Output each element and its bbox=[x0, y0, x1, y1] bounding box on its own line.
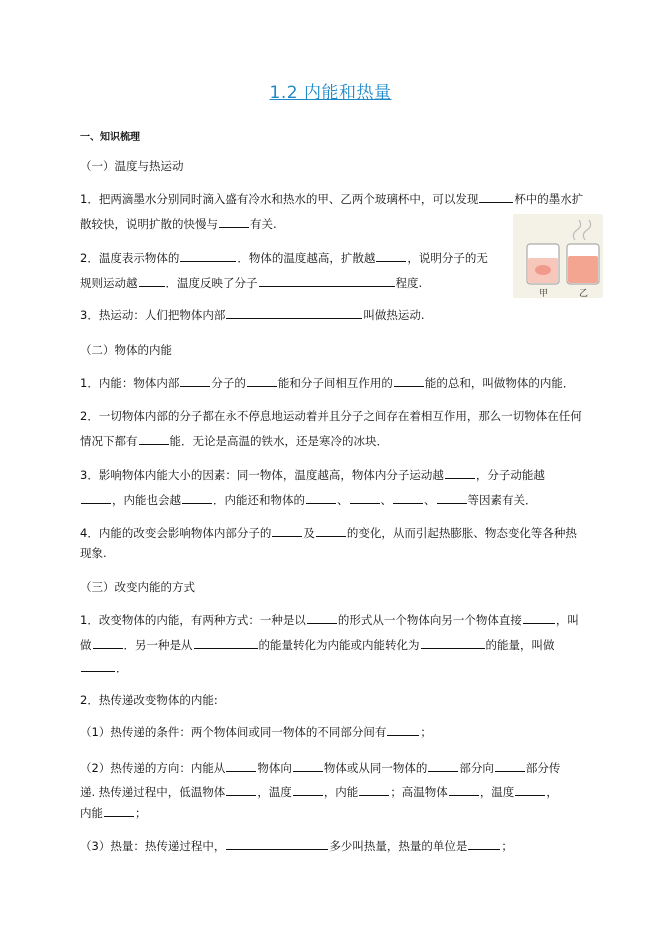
page-title: 1.2 内能和热量 bbox=[269, 83, 392, 103]
text: 的能量，叫做 bbox=[485, 638, 555, 652]
blank[interactable] bbox=[139, 433, 169, 445]
text: 2．温度表示物体的 bbox=[80, 251, 180, 265]
blank[interactable] bbox=[449, 784, 479, 796]
text: 物体或从同一物体的 bbox=[323, 761, 428, 775]
text: 1．把两滴墨水分别同时滴入盛有冷水和热水的甲、乙两个玻璃杯中，可以发现 bbox=[80, 192, 479, 206]
text: 有关. bbox=[250, 217, 277, 231]
blank[interactable] bbox=[247, 375, 277, 387]
text: （3）热量：热传递过程中， bbox=[80, 839, 226, 853]
blank[interactable] bbox=[307, 612, 337, 624]
blank[interactable] bbox=[93, 637, 123, 649]
text: 3．影响物体内能大小的因素：同一物体，温度越高，物体内分子运动越 bbox=[80, 468, 444, 482]
blank[interactable] bbox=[479, 191, 513, 203]
text: 物体向 bbox=[257, 761, 292, 775]
text: ．物体的温度越高，扩散越 bbox=[237, 251, 376, 265]
blank[interactable] bbox=[376, 250, 406, 262]
paragraph-2-2-cont bbox=[80, 433, 388, 449]
blank[interactable] bbox=[219, 216, 249, 228]
text: 杯中的墨水扩 bbox=[514, 192, 584, 206]
blank[interactable] bbox=[316, 525, 346, 537]
blank[interactable] bbox=[81, 660, 115, 672]
blank[interactable] bbox=[387, 724, 419, 736]
text: 1．内能：物体内部 bbox=[80, 376, 180, 390]
blank[interactable] bbox=[515, 784, 545, 796]
paragraph-2-1 bbox=[80, 375, 574, 391]
text: ．另一种是从 bbox=[123, 638, 193, 652]
text: 分子的 bbox=[211, 376, 246, 390]
clause-3-2-2-cont bbox=[80, 784, 558, 800]
blank[interactable] bbox=[180, 250, 236, 262]
text: ．温度反映了分子 bbox=[165, 276, 258, 290]
paragraph-2-3-cont bbox=[80, 492, 537, 508]
blank[interactable] bbox=[259, 275, 395, 287]
subsection-header-2: （二）物体的内能 bbox=[80, 343, 172, 357]
blank[interactable] bbox=[182, 492, 212, 504]
blank[interactable] bbox=[226, 307, 362, 319]
text: 现象. bbox=[80, 546, 107, 560]
text: ． bbox=[116, 661, 128, 675]
text: 能和分子间相互作用的 bbox=[277, 376, 393, 390]
section-heading: 一、知识梳理 bbox=[80, 132, 140, 143]
text: （1）热传递的条件：两个物体间或同一物体的不同部分间有 bbox=[80, 725, 387, 739]
paragraph-1-1 bbox=[80, 191, 583, 207]
paragraph-3-1 bbox=[80, 612, 579, 628]
beakers-illustration bbox=[513, 214, 603, 298]
clause-3-2-1 bbox=[80, 724, 432, 740]
beaker-figure bbox=[513, 214, 603, 298]
blank[interactable] bbox=[139, 275, 165, 287]
text: ； bbox=[420, 725, 432, 739]
paragraph-1-2 bbox=[80, 250, 488, 266]
blank[interactable] bbox=[393, 492, 423, 504]
paragraph-2-3 bbox=[80, 467, 545, 483]
text: ， bbox=[546, 785, 558, 799]
text: 做 bbox=[80, 638, 92, 652]
separator: 、 bbox=[380, 493, 392, 507]
blank[interactable] bbox=[421, 637, 485, 649]
text: 递. 热传递过程中，低温物体 bbox=[80, 785, 226, 799]
blank[interactable] bbox=[194, 637, 258, 649]
paragraph-3-1-cont bbox=[80, 637, 555, 653]
subsection-header-3: （三）改变内能的方式 bbox=[80, 580, 195, 594]
blank[interactable] bbox=[226, 784, 256, 796]
blank[interactable] bbox=[437, 492, 467, 504]
blank[interactable] bbox=[104, 805, 134, 817]
blank[interactable] bbox=[180, 375, 210, 387]
text: 情况下都有 bbox=[80, 434, 138, 448]
text: ，叫 bbox=[555, 613, 579, 627]
text: ； bbox=[135, 806, 147, 820]
blank[interactable] bbox=[495, 760, 525, 772]
text: 内能 bbox=[80, 806, 103, 820]
figure-label-jia: 甲 bbox=[539, 289, 549, 299]
text: 4．内能的改变会影响物体内部分子的 bbox=[80, 526, 272, 540]
blank[interactable] bbox=[428, 760, 458, 772]
paragraph-3-1-cont2 bbox=[80, 660, 128, 676]
paragraph-1-2-cont bbox=[80, 275, 422, 291]
separator: 、 bbox=[424, 493, 436, 507]
paragraph-1-3 bbox=[80, 307, 424, 323]
paragraph-1-1-cont bbox=[80, 216, 277, 232]
clause-3-2-2 bbox=[80, 760, 560, 776]
blank[interactable] bbox=[523, 612, 555, 624]
blank[interactable] bbox=[394, 375, 424, 387]
text: 部分向 bbox=[459, 761, 494, 775]
text: ，说明分子的无 bbox=[407, 251, 488, 265]
text: 及 bbox=[303, 526, 315, 540]
text: ，温度 bbox=[479, 785, 515, 799]
text: 部分传 bbox=[525, 761, 561, 775]
blank[interactable] bbox=[350, 492, 380, 504]
text: 规则运动越 bbox=[80, 276, 138, 290]
text: 1．改变物体的内能，有两种方式：一种是以 bbox=[80, 613, 306, 627]
text: 能．无论是高温的铁水，还是寒冷的冰块． bbox=[169, 434, 388, 448]
blank[interactable] bbox=[272, 525, 302, 537]
blank[interactable] bbox=[468, 838, 500, 850]
text: ； bbox=[501, 839, 513, 853]
text: 的能量转化为内能或内能转化为 bbox=[258, 638, 420, 652]
separator: 、 bbox=[337, 493, 349, 507]
text: 的变化，从而引起热膨胀、物态变化等各种热 bbox=[346, 526, 577, 540]
text: 多少叫热量，热量的单位是 bbox=[329, 839, 468, 853]
text: ．内能还和物体的 bbox=[213, 493, 305, 507]
blank[interactable] bbox=[293, 760, 323, 772]
text: ，温度 bbox=[257, 785, 292, 799]
blank[interactable] bbox=[81, 492, 111, 504]
blank[interactable] bbox=[226, 838, 328, 850]
text: 散较快，说明扩散的快慢与 bbox=[80, 217, 218, 231]
text: 程度. bbox=[395, 276, 423, 290]
paragraph-3-2: 2．热传递改变物体的内能: bbox=[80, 693, 218, 707]
figure-label-yi: 乙 bbox=[579, 289, 589, 299]
text: ；高温物体 bbox=[390, 785, 448, 799]
text: 能的总和，叫做物体的内能． bbox=[424, 376, 575, 390]
text: ，内能 bbox=[323, 785, 359, 799]
paragraph-2-4-cont bbox=[80, 545, 107, 561]
blank[interactable] bbox=[445, 467, 475, 479]
text: 等因素有关． bbox=[467, 493, 537, 507]
subsection-header-1: （一）温度与热运动 bbox=[80, 159, 184, 173]
blank[interactable] bbox=[359, 784, 389, 796]
blank[interactable] bbox=[226, 760, 256, 772]
clause-3-2-3 bbox=[80, 838, 513, 854]
blank[interactable] bbox=[293, 784, 323, 796]
clause-3-2-2-cont2 bbox=[80, 805, 147, 821]
text: 3．热运动：人们把物体内部 bbox=[80, 308, 226, 322]
text: 2．一切物体内部的分子都在永不停息地运动着并且分子之间存在着相互作用，那么一切物体在任何 bbox=[80, 409, 582, 423]
text: ，内能也会越 bbox=[112, 493, 181, 507]
text: ，分子动能越 bbox=[475, 468, 545, 482]
text: 的形式从一个物体向另一个物体直接 bbox=[337, 613, 522, 627]
text: 叫做热运动. bbox=[363, 308, 425, 322]
paragraph-2-4 bbox=[80, 525, 577, 541]
text: （2）热传递的方向：内能从 bbox=[80, 761, 226, 775]
blank[interactable] bbox=[306, 492, 336, 504]
paragraph-2-2 bbox=[80, 408, 582, 424]
